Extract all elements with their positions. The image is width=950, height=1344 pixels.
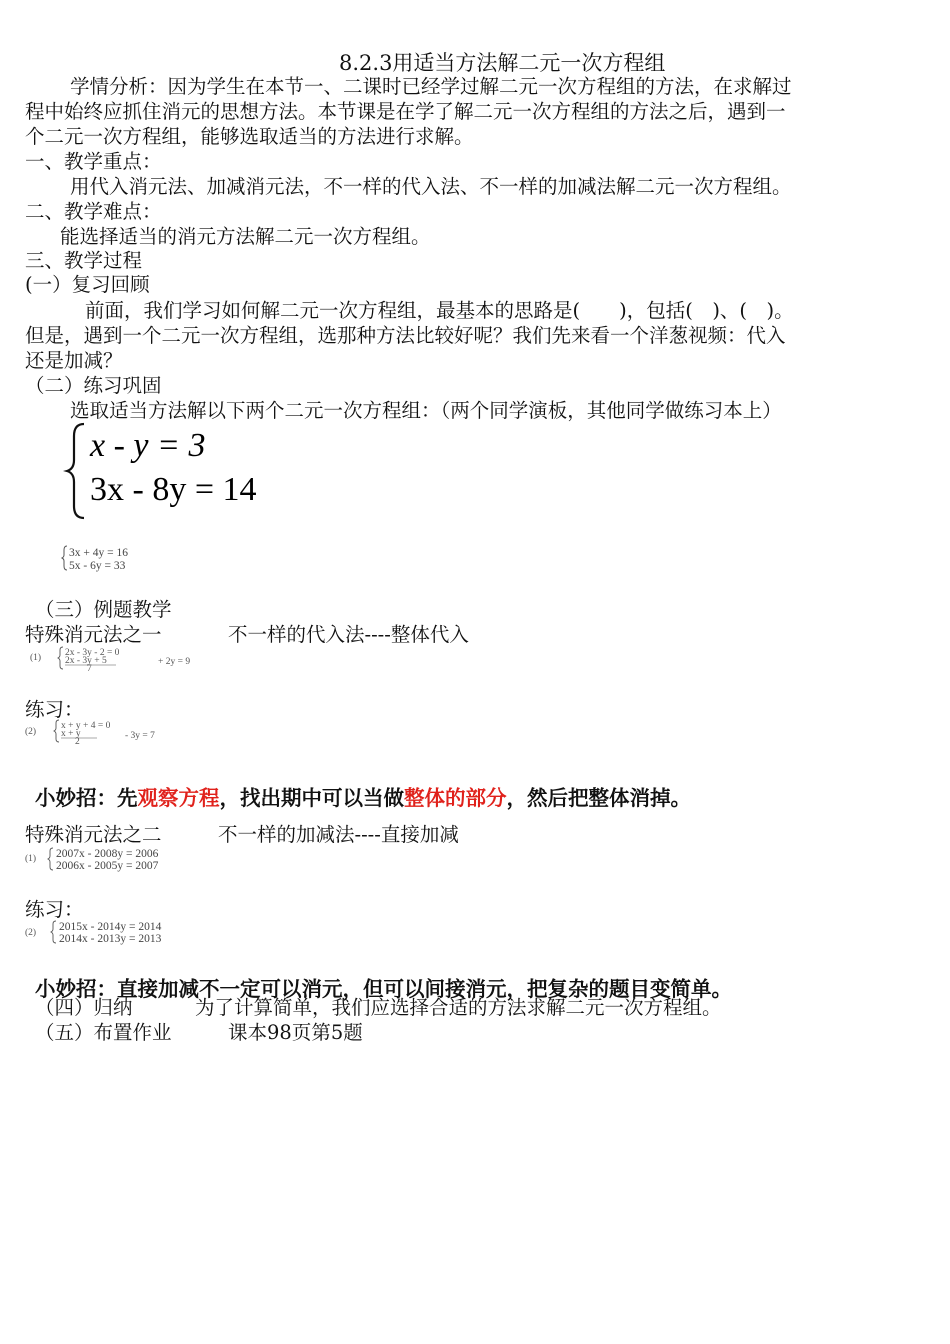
page-title: 8.2.3用适当方法解二元一次方程组 [339,51,666,75]
system2-eq2: 5x - 6y = 33 [69,560,126,572]
exercise1-number: (2) [25,727,37,737]
system1-eq1: x - y = 3 [90,427,206,464]
example1-eq1: 2x - 3y - 2 = 0 [65,648,120,658]
tip-1-middle: ，找出期中可以当做 [219,786,404,810]
equation-system-1 [62,420,362,520]
intro-line-1: 学情分析：因为学生在本节一、二课时已经学过解二元一次方程组的方法，在求解过 [70,75,792,98]
review-heading: (一）复习回顾 [25,273,150,296]
homework-text: 课本98页第5题 [228,1021,363,1044]
method1-text: 不一样的代入法----整体代入 [228,623,469,646]
example2-eq1: 2007x - 2008y = 2006 [56,848,159,860]
example1-number: (1) [30,653,42,663]
intro-line-2: 程中始终应抓住消元的思想方法。本节课是在学了解二元一次方程组的方法之后，遇到一 [25,100,786,123]
example-heading: （三）例题教学 [35,598,172,621]
exercise1-eq2-rest: - 3y = 7 [125,731,155,741]
key-points-text: 用代入消元法、加减消元法，不一样的代入法、不一样的加减法解二元一次方程组。 [70,175,792,198]
exercise1-eq2-numerator: x + y [61,729,81,739]
exercise1-eq2-denominator: 2 [75,737,80,744]
method2-label: 特殊消元法之二 [25,823,162,846]
example1-eq2-denominator: 7 [87,664,92,671]
summary-heading: （四）归纳 [35,996,133,1019]
brace-icon [54,720,59,742]
brace-icon [51,921,56,943]
tip-1-highlight-2: 整体的部分 [404,786,507,810]
brace-icon [58,647,63,669]
brace-icon [48,848,53,870]
tip-1-highlight-1: 观察方程 [137,786,220,810]
system1-eq2: 3x - 8y = 14 [90,471,257,508]
example1-eq2-numerator: 2x - 3y + 5 [65,656,107,666]
exercise1-system [25,718,225,744]
exercise1-eq1: x + y + 4 = 0 [61,721,111,731]
exercise2-system [25,919,295,945]
review-line-3: 还是加减？ [25,349,123,372]
homework-heading: （五）布置作业 [35,1021,172,1044]
method1-label: 特殊消元法之一 [25,623,162,646]
exercise2-eq1: 2015x - 2014y = 2014 [59,921,162,933]
difficulty-text: 能选择适当的消元方法解二元一次方程组。 [60,225,431,248]
tip-1-suffix: ，然后把整体消掉。 [506,786,691,810]
review-line-1: 前面，我们学习如何解二元一次方程组，最基本的思路是( )，包括( )、( )。 [85,299,794,322]
exercise-label-1: 练习： [25,698,84,721]
tip-2: 小妙招：直接加减不一定可以消元，但可以间接消元，把复杂的题目变简单。 [35,977,732,1001]
example2-system [25,846,295,872]
exercise2-eq2: 2014x - 2013y = 2013 [59,933,162,945]
exercise2-number: (2) [25,928,37,938]
exercise-label-2: 练习： [25,898,84,921]
difficulty-heading: 二、教学难点： [25,200,162,223]
brace-icon [67,424,84,518]
tip-1 [35,786,691,810]
example1-system [30,645,230,671]
tip-1-prefix: 小妙招：先 [35,786,138,810]
equation-system-2 [60,544,220,572]
intro-line-3: 个二元一次方程组，能够选取适当的方法进行求解。 [25,125,474,148]
review-line-2: 但是，遇到一个二元一次方程组，选那种方法比较好呢？我们先来看一个洋葱视频：代入 [25,324,786,347]
brace-icon [62,546,67,570]
system2-eq1: 3x + 4y = 16 [69,547,128,559]
example1-eq2-rest: + 2y = 9 [158,657,191,667]
key-points-heading: 一、教学重点： [25,150,162,173]
method2-text: 不一样的加减法----直接加减 [218,823,459,846]
example2-eq2: 2006x - 2005y = 2007 [56,860,159,872]
example2-number: (1) [25,854,37,864]
practice-heading: （二）练习巩固 [25,374,162,397]
practice-text: 选取适当方法解以下两个二元一次方程组：（两个同学演板，其他同学做练习本上） [70,399,782,422]
summary-text: 为了计算简单，我们应选择合适的方法求解二元一次方程组。 [195,996,722,1019]
process-heading: 三、教学过程 [25,249,143,272]
